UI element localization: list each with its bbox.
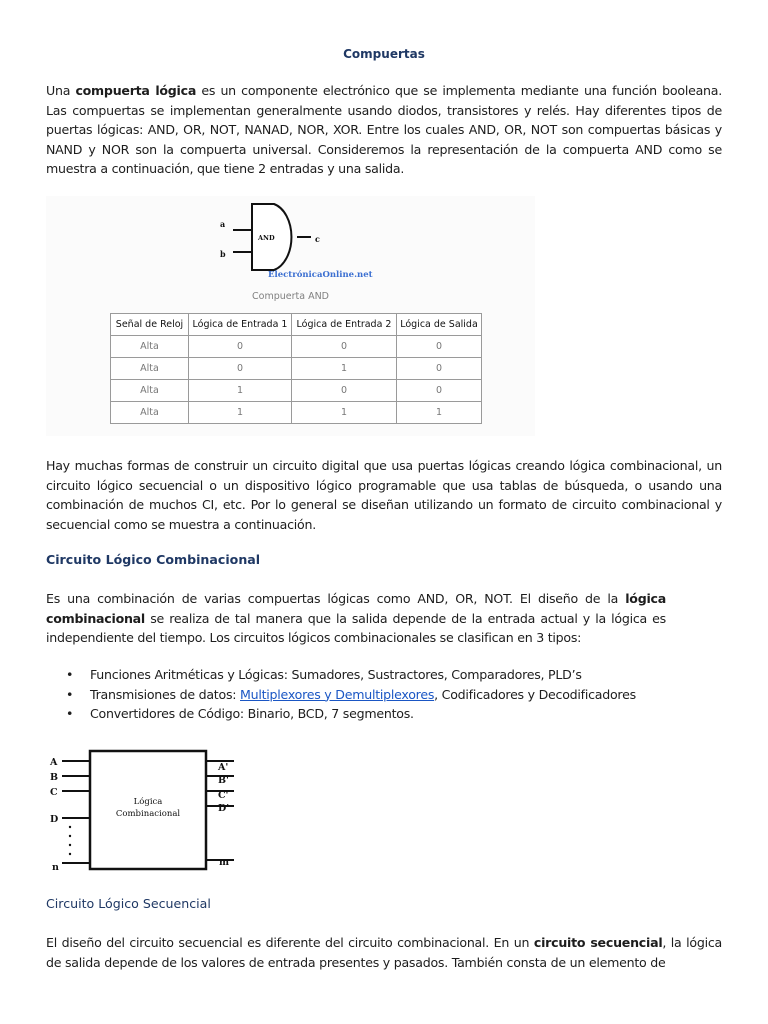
section-heading-sequential: Circuito Lógico Secuencial xyxy=(46,896,211,911)
page-title: Compuertas xyxy=(343,47,425,61)
list-item xyxy=(46,665,636,685)
and-gate-diagram xyxy=(46,196,535,291)
truth-cell: 1 xyxy=(292,358,397,380)
input-label-n: n xyxy=(52,862,59,873)
output-label-d: D' xyxy=(218,803,230,814)
para4-text-rest: , la lógica de salida depende de los valores de entrada presentes y pasados. También consta de un elemento de xyxy=(46,935,722,970)
list-item xyxy=(46,704,636,724)
table-row xyxy=(111,380,482,402)
truth-cell: Alta xyxy=(111,358,189,380)
table-row xyxy=(111,336,482,358)
paragraph-circuits: Hay muchas formas de construir un circuito digital que usa puertas lógicas creando lógica combinacional, un circuito lógico secuencial o un dispositivo lógico programable que usa tablas de búsqueda, o usando una combinación de muchos CI, etc. Por lo general se diseñan utilizando un formato de circuito combinacional y secuencial como se muestra a continuación. xyxy=(46,458,722,532)
table-row xyxy=(111,402,482,424)
ellipsis-dots xyxy=(69,826,71,855)
output-label-m: m xyxy=(219,857,230,868)
truth-cell: 1 xyxy=(397,402,482,424)
para4-bold-term: circuito secuencial xyxy=(533,935,663,950)
list-item xyxy=(46,685,636,705)
para3-text-start: Es una combinación de varias compuertas lógicas como AND, OR, NOT. El diseño de la xyxy=(46,591,626,606)
input-lines xyxy=(62,761,90,863)
truth-cell: 0 xyxy=(397,380,482,402)
truth-table-header-row xyxy=(111,314,482,336)
truth-cell: 0 xyxy=(292,380,397,402)
truth-header-cell: Lógica de Entrada 1 xyxy=(189,314,292,336)
truth-cell: 1 xyxy=(189,380,292,402)
intro-text-rest: es un componente electrónico que se implementa mediante una función booleana. Las compuertas se implementan generalmente usando diodos, transistores y relés. Hay diferentes tipos de puertas lógicas: AND, OR, NOT, NANAD, NOR, XOR. Entre los cuales AND, OR, NOT son compuertas básicas y NAND y NOR son la compuerta universal. Consideremos la representación de la compuerta AND como se muestra a continuación, que tiene 2 entradas y una salida. xyxy=(46,83,722,177)
list-item-text: Convertidores de Código: Binario, BCD, 7 segmentos. xyxy=(90,706,414,722)
truth-header-cell: Señal de Reloj xyxy=(111,314,189,336)
and-gate-label: AND xyxy=(258,234,275,242)
list-item-text: Transmisiones de datos: xyxy=(90,686,241,702)
intro-bold-term: compuerta lógica xyxy=(75,83,197,98)
input-label-b: B xyxy=(50,772,59,783)
intro-paragraph xyxy=(46,81,722,179)
combinational-types-list xyxy=(46,665,636,724)
para3-bold-term: lógica combinacional xyxy=(46,591,666,626)
input-label-c: C xyxy=(50,787,58,798)
and-gate-figure xyxy=(46,196,535,436)
paragraph-combinational xyxy=(46,589,666,648)
box-label-line2: Combinacional xyxy=(115,809,181,819)
truth-cell: 0 xyxy=(292,336,397,358)
list-item-text: Funciones Aritméticas y Lógicas: Sumadores, Sustractores, Comparadores, PLD’s xyxy=(90,667,582,682)
and-input-a-label: a xyxy=(220,219,226,229)
output-label-c: C' xyxy=(218,790,229,801)
truth-cell: 0 xyxy=(397,336,482,358)
and-truth-table xyxy=(110,313,482,424)
and-figure-caption: Compuerta AND xyxy=(252,291,329,302)
para3-text-rest: se realiza de tal manera que la salida depende de la entrada actual y la lógica es independiente del tiempo. Los circuitos lógicos combinacionales se clasifican en 3 tipos: xyxy=(46,610,666,646)
input-label-a: A xyxy=(50,757,58,768)
paragraph-sequential xyxy=(46,933,722,972)
section-heading-combinational: Circuito Lógico Combinacional xyxy=(46,552,261,567)
truth-cell: 0 xyxy=(189,336,292,358)
truth-cell: 0 xyxy=(189,358,292,380)
and-input-b-label: b xyxy=(220,249,226,259)
input-label-d: D xyxy=(50,814,59,825)
truth-cell: Alta xyxy=(111,402,189,424)
box-label-line1: Lógica xyxy=(133,797,163,807)
truth-cell: 0 xyxy=(397,358,482,380)
output-label-a: A' xyxy=(218,762,229,773)
multiplexores-link[interactable]: Multiplexores y Demultiplexores xyxy=(240,686,435,702)
table-row xyxy=(111,358,482,380)
output-label-b: B' xyxy=(218,775,229,786)
combinational-block-diagram xyxy=(46,745,241,877)
watermark-text: ElectrónicaOnline.net xyxy=(268,270,373,280)
truth-header-cell: Lógica de Salida xyxy=(397,314,482,336)
truth-cell: Alta xyxy=(111,336,189,358)
list-item-text: , Codificadores y Decodificadores xyxy=(434,686,636,702)
truth-cell: Alta xyxy=(111,380,189,402)
truth-header-cell: Lógica de Entrada 2 xyxy=(292,314,397,336)
truth-cell: 1 xyxy=(292,402,397,424)
truth-cell: 1 xyxy=(189,402,292,424)
intro-text-start: Una xyxy=(46,83,76,98)
para4-text-start: El diseño del circuito secuencial es diferente del circuito combinacional. En un xyxy=(46,935,534,950)
and-output-c-label: c xyxy=(315,234,320,244)
